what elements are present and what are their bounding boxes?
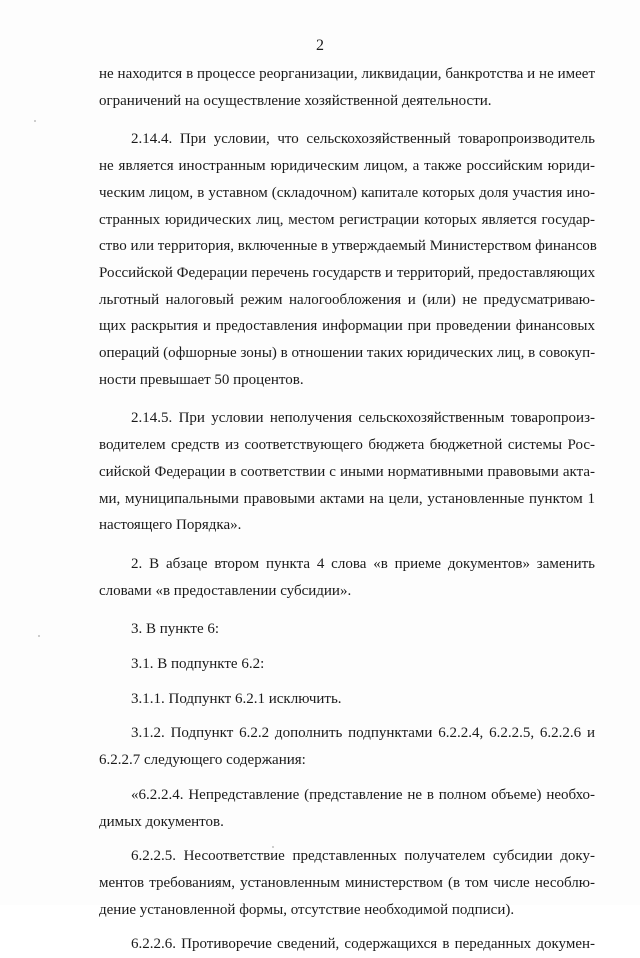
text-line: не является иностранным юридическим лицом, а также российским юриди- — [99, 158, 595, 175]
paragraph-6-2-2-5 — [99, 843, 595, 923]
text-line: ство или территория, включенные в утверждаемый Министерством финансов — [99, 238, 597, 255]
text-line: настоящего Порядка». — [99, 517, 242, 534]
text-line: «6.2.2.4. Непредставление (представление не в полном объеме) необхо- — [131, 786, 595, 803]
text-line: ности превышает 50 процентов. — [99, 371, 304, 388]
text-line: операций (офшорные зоны) в отношении таких юридических лиц, в совокуп- — [99, 345, 596, 362]
paragraph-item-2 — [99, 551, 595, 604]
page-number: 2 — [316, 37, 324, 54]
scan-speck — [38, 635, 40, 637]
paragraph-6-2-2-4 — [99, 782, 595, 835]
text-line: дение установленной формы, отсутствие необходимой подписи). — [99, 901, 515, 918]
scan-speck — [272, 846, 274, 848]
text-line: сийской Федерации в соответствии с иными нормативными правовыми акта- — [99, 463, 595, 480]
text-line: странных юридических лиц, местом регистрации которых является государ- — [99, 211, 595, 228]
paragraph-6-2-2-6 — [99, 931, 595, 958]
scan-speck — [34, 120, 36, 122]
text-line: Российской Федерации перечень государств и территорий, предоставляющих — [99, 264, 596, 281]
text-line: 6.2.2.7 следующего содержания: — [99, 752, 306, 769]
paragraph-continuation — [99, 61, 595, 114]
paragraph-2-14-5 — [99, 405, 595, 539]
text-line: 3.1.1. Подпункт 6.2.1 исключить. — [131, 690, 342, 707]
text-line: словами «в предоставлении субсидии». — [99, 582, 352, 599]
text-line: 3. В пункте 6: — [131, 621, 220, 638]
text-line: 3.1.2. Подпункт 6.2.2 дополнить подпунктами 6.2.2.4, 6.2.2.5, 6.2.2.6 и — [131, 725, 595, 742]
text-line: димых документов. — [99, 813, 224, 830]
paragraph-2-14-4 — [99, 126, 595, 393]
text-line: ческим лицом, в уставном (складочном) капитале которых доля участия ино- — [99, 184, 595, 201]
text-line: ментов требованиям, установленным министерством (в том числе несоблю- — [99, 874, 595, 891]
document-body — [99, 61, 595, 958]
paragraph-item-3-1 — [99, 651, 595, 678]
text-line: 6.2.2.5. Несоответствие представленных получателем субсидии доку- — [131, 848, 595, 865]
paragraph-item-3 — [99, 616, 595, 643]
paragraph-item-3-1-1 — [99, 686, 595, 713]
text-line: 3.1. В подпункте 6.2: — [131, 656, 265, 673]
text-line: 2. В абзаце втором пункта 4 слова «в приеме документов» заменить — [131, 555, 595, 572]
text-line: щих раскрытия и предоставления информации при проведении финансовых — [99, 318, 595, 335]
text-line: ограничений на осуществление хозяйственной деятельности. — [99, 92, 492, 109]
text-line: ми, муниципальными правовыми актами на цели, установленные пунктом 1 — [99, 490, 595, 507]
text-line: льготный налоговый режим налогообложения и (или) не предусматриваю- — [99, 291, 595, 308]
text-line: водителем средств из соответствующего бюджета бюджетной системы Рос- — [99, 437, 595, 454]
text-line: не находится в процессе реорганизации, ликвидации, банкротства и не имеет — [99, 66, 595, 82]
text-line: 2.14.5. При условии неполучения сельскохозяйственным товаропроиз- — [131, 410, 595, 427]
paragraph-item-3-1-2 — [99, 720, 595, 773]
text-line: 2.14.4. При условии, что сельскохозяйственный товаропроизводитель — [131, 131, 595, 148]
text-line: 6.2.2.6. Противоречие сведений, содержащихся в переданных докумен- — [131, 936, 595, 953]
